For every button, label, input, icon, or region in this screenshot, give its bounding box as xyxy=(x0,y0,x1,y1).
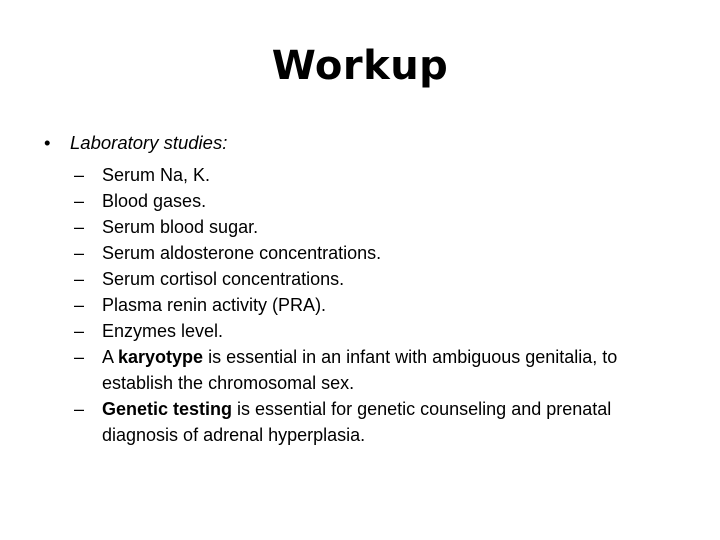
list-item-text-before: A xyxy=(102,347,119,367)
lab-studies-list xyxy=(74,162,684,448)
list-item-text: Blood gases. xyxy=(102,191,207,211)
list-item-bold-term: Genetic testing xyxy=(102,399,233,419)
bullet-heading: Laboratory studies: xyxy=(70,132,228,153)
list-item-text: Serum Na, K. xyxy=(102,165,211,185)
list-item-text: Serum cortisol concentrations. xyxy=(102,269,345,289)
list-item-genetic-testing xyxy=(74,396,684,448)
dash-marker: – xyxy=(74,191,85,211)
dash-marker: – xyxy=(74,243,85,263)
dash-marker: – xyxy=(74,321,85,341)
list-item xyxy=(74,162,684,188)
list-item-text: Serum blood sugar. xyxy=(102,217,259,237)
dash-marker: – xyxy=(74,269,85,289)
dash-marker: – xyxy=(74,217,85,237)
list-item xyxy=(74,188,684,214)
list-item xyxy=(74,292,684,318)
bullet-marker: • xyxy=(44,132,51,153)
slide-title: Workup xyxy=(271,43,449,89)
dash-marker: – xyxy=(74,295,85,315)
list-item xyxy=(74,318,684,344)
dash-marker: – xyxy=(74,347,85,367)
bullet-laboratory-studies xyxy=(44,130,227,156)
list-item-text: Plasma renin activity (PRA). xyxy=(102,295,327,315)
list-item-text-after: is essential for genetic counseling and prenatal diagnosis of adrenal hyperplasia. xyxy=(102,399,612,445)
list-item xyxy=(74,266,684,292)
list-item-text: Enzymes level. xyxy=(102,321,224,341)
list-item-text-after: is essential in an infant with ambiguous genitalia, to establish the chromosomal sex. xyxy=(102,347,618,393)
list-item-karyotype xyxy=(74,344,684,396)
list-item xyxy=(74,240,684,266)
list-item-bold-term: karyotype xyxy=(118,347,204,367)
dash-marker: – xyxy=(74,165,85,185)
list-item xyxy=(74,214,684,240)
list-item-text: Serum aldosterone concentrations. xyxy=(102,243,382,263)
dash-marker: – xyxy=(74,399,85,419)
